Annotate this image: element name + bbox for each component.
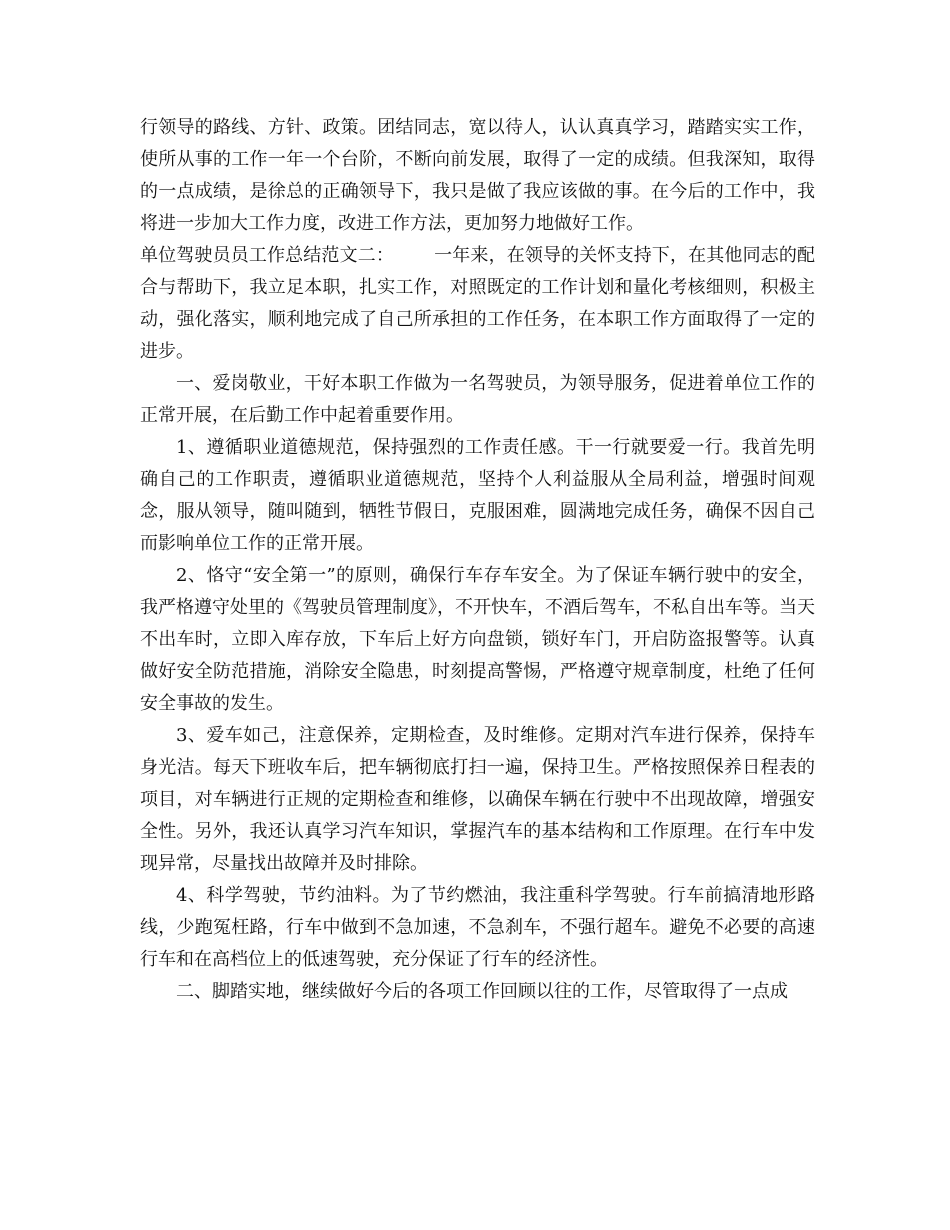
- paragraph-7: 4、科学驾驶，节约油料。为了节约燃油，我注重科学驾驶。行车前搞清地形路线，少跑冤枉路，行车中做到不急加速，不急刹车，不强行超车。避免不必要的高速行车和在高档位上的低速驾驶，充分保证了行车的经济性。: [140, 885, 815, 970]
- section-heading: 单位驾驶员员工作总结范文二：: [140, 245, 394, 266]
- paragraph-4: 1、遵循职业道德规范，保持强烈的工作责任感。干一行就要爱一行。我首先明确自己的工作职责，遵循职业道德规范，坚持个人利益服从全局利益，增强时间观念，服从领导，随叫随到，牺牲节假日，克服困难，圆满地完成任务，确保不因自己而影响单位工作的正常开展。: [140, 437, 815, 554]
- paragraph-3: 一、爱岗敬业，干好本职工作做为一名驾驶员，为领导服务，促进着单位工作的正常开展，在后勤工作中起着重要作用。: [140, 373, 815, 426]
- paragraph-1: 行领导的路线、方针、政策。团结同志，宽以待人，认认真真学习，踏踏实实工作，使所从事的工作一年一个台阶，不断向前发展，取得了一定的成绩。但我深知，取得的一点成绩，是徐总的正确领导下，我只是做了我应该做的事。在今后的工作中，我将进一步加大工作力度，改进工作方法，更加努力地做好工作。: [140, 117, 815, 234]
- document-page: [140, 112, 815, 1008]
- paragraph-6: 3、爱车如己，注意保养，定期检查，及时维修。定期对汽车进行保养，保持车身光洁。每天下班收车后，把车辆彻底打扫一遍，保持卫生。严格按照保养日程表的项目，对车辆进行正规的定期检查和维修，以确保车辆在行驶中不出现故障，增强安全性。另外，我还认真学习汽车知识，掌握汽车的基本结构和工作原理。在行车中发现异常，尽量找出故障并及时排除。: [140, 725, 815, 874]
- paragraph-2-body: 一年来，在领导的关怀支持下，在其他同志的配合与帮助下，我立足本职，扎实工作，对照既定的工作计划和量化考核细则，积极主动，强化落实，顺利地完成了自己所承担的工作任务，在本职工作方面取得了一定的进步。: [140, 245, 815, 362]
- paragraph-2: [140, 240, 815, 368]
- paragraph-5: 2、恪守“安全第一”的原则，确保行车存车安全。为了保证车辆行驶中的安全，我严格遵守处里的《驾驶员管理制度》，不开快车，不酒后驾车，不私自出车等。当天不出车时，立即入库存放，下车后上好方向盘锁，锁好车门，开启防盗报警等。认真做好安全防范措施，消除安全隐患，时刻提高警惕，严格遵守规章制度，杜绝了任何安全事故的发生。: [140, 565, 815, 714]
- paragraph-8: 二、脚踏实地，继续做好今后的各项工作回顾以往的工作，尽管取得了一点成: [176, 981, 788, 1002]
